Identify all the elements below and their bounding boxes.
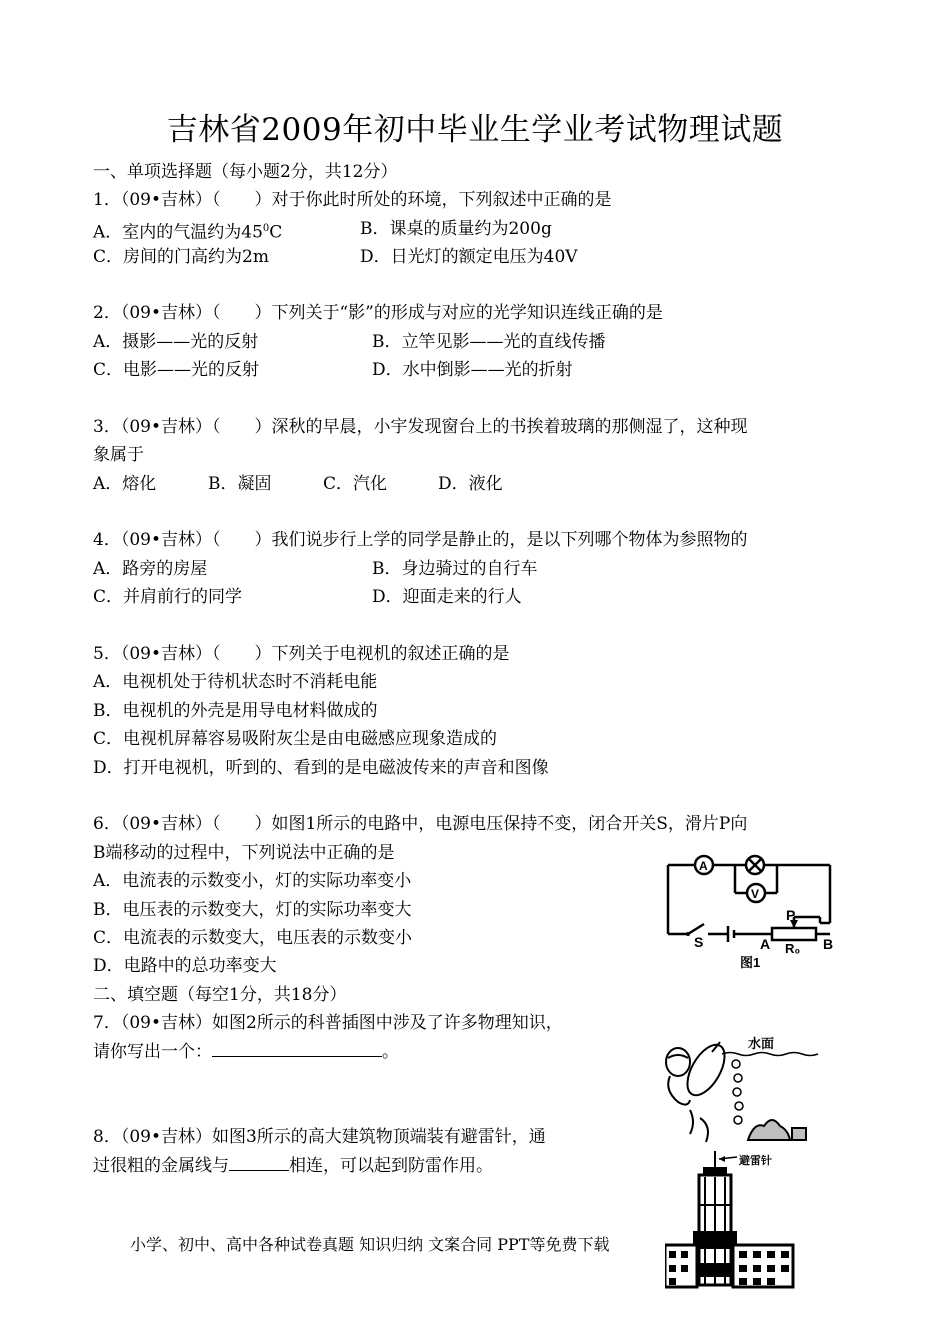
q1-option-b: B．课桌的质量约为200g xyxy=(360,219,552,239)
q3-option-b: B．凝固 xyxy=(208,474,272,494)
q8-stem-line1: 8．（09•吉林）如图3所示的高大建筑物顶端装有避雷针，通 xyxy=(93,1127,546,1147)
q6-option-c: C．电流表的示数变大，电压表的示数变小 xyxy=(93,928,413,948)
q2-option-c: C．电影——光的反射 xyxy=(93,360,260,380)
q2-option-b: B．立竿见影——光的直线传播 xyxy=(372,332,606,352)
footer-ad: 小学、初中、高中各种试卷真题 知识归纳 文案合同 PPT等免费下载 xyxy=(130,1235,610,1254)
q5-option-c: C．电视机屏幕容易吸附灰尘是由电磁感应现象造成的 xyxy=(93,729,498,749)
section-heading-2: 二、填空题（每空1分，共18分） xyxy=(93,985,347,1005)
q7-stem-line1: 7．（09•吉林）如图2所示的科普插图中涉及了许多物理知识， xyxy=(93,1013,563,1033)
q8-suffix: 相连，可以起到防雷作用。 xyxy=(289,1156,493,1176)
q7-stem-line2 xyxy=(93,1041,399,1063)
q1-stem: 1．（09•吉林）（ ）对于你此时所处的环境，下列叙述中正确的是 xyxy=(93,190,612,210)
q7-suffix: 。 xyxy=(382,1042,399,1062)
figure-3-building xyxy=(665,1145,865,1290)
q2-option-d: D．水中倒影——光的折射 xyxy=(372,360,573,380)
q4-option-b: B．身边骑过的自行车 xyxy=(372,559,538,579)
q8-stem-line2 xyxy=(93,1155,493,1177)
q7-answer-blank[interactable] xyxy=(212,1041,382,1057)
q3-option-d: D．液化 xyxy=(438,474,503,494)
q6-option-d: D．电路中的总功率变大 xyxy=(93,956,277,976)
bubbles xyxy=(732,1060,743,1124)
q5-stem: 5．（09•吉林）（ ）下列关于电视机的叙述正确的是 xyxy=(93,644,510,664)
q4-stem: 4．（09•吉林）（ ）我们说步行上学的同学是静止的，是以下列哪个物体为参照物的 xyxy=(93,530,748,550)
page-title: 吉林省2009年初中毕业生学业考试物理试题 xyxy=(166,112,784,148)
fig1-end-a-label: A xyxy=(760,936,771,952)
fig1-resistor-label: R₀ xyxy=(785,941,801,956)
q1-option-a-unit: C xyxy=(269,222,283,243)
q5-option-a: A．电视机处于待机状态时不消耗电能 xyxy=(93,672,378,692)
fig1-switch-label: S xyxy=(694,934,704,950)
q6-option-b: B．电压表的示数变大，灯的实际功率变大 xyxy=(93,900,412,920)
fig1-slider-label: P xyxy=(786,907,796,923)
q1-option-a-sup: 0 xyxy=(262,223,270,234)
q2-stem: 2．（09•吉林）（ ）下列关于“影”的形成与对应的光学知识连线正确的是 xyxy=(93,303,663,323)
fig1-end-b-label: B xyxy=(823,936,834,952)
q7-prefix: 请你写出一个： xyxy=(93,1042,212,1062)
figure-2-diver xyxy=(660,1030,826,1148)
q8-answer-blank[interactable] xyxy=(229,1155,289,1171)
q1-option-c: C．房间的门高约为2m xyxy=(93,247,269,267)
q3-option-a: A．熔化 xyxy=(93,474,157,494)
q1-option-d: D．日光灯的额定电压为40V xyxy=(360,247,578,267)
q5-option-b: B．电视机的外壳是用导电材料做成的 xyxy=(93,701,378,721)
fig1-voltmeter-label: V xyxy=(751,887,760,901)
q4-option-c: C．并肩前行的同学 xyxy=(93,587,243,607)
q3-option-c: C．汽化 xyxy=(323,474,388,494)
q4-option-d: D．迎面走来的行人 xyxy=(372,587,522,607)
q6-option-a: A．电流表的示数变小，灯的实际功率变小 xyxy=(93,871,412,891)
section-heading-1: 一、单项选择题（每小题2分，共12分） xyxy=(93,162,398,182)
q4-option-a: A．路旁的房屋 xyxy=(93,559,208,579)
q3-stem-line2: 象属于 xyxy=(93,445,144,465)
fig1-caption: 图1 xyxy=(740,955,761,970)
q5-option-d: D．打开电视机，听到的、看到的是电磁波传来的声音和图像 xyxy=(93,758,549,778)
fig1-ammeter-label: A xyxy=(699,859,708,873)
q6-stem-line1: 6．（09•吉林）（ ）如图1所示的电路中，电源电压保持不变，闭合开关S，滑片P向 xyxy=(93,814,748,834)
q3-stem-line1: 3．（09•吉林）（ ）深秋的早晨，小宇发现窗台上的书挨着玻璃的那侧湿了，这种现 xyxy=(93,417,748,437)
fig2-water-label: 水面 xyxy=(748,1037,775,1052)
q6-stem-line2: B端移动的过程中，下列说法中正确的是 xyxy=(93,843,395,863)
q8-prefix: 过很粗的金属线与 xyxy=(93,1156,229,1176)
q1-option-a xyxy=(93,218,282,244)
fig3-rod-label: 避雷针 xyxy=(739,1154,772,1167)
figure-1-circuit xyxy=(660,850,840,972)
q2-option-a: A．摄影——光的反射 xyxy=(93,332,259,352)
q1-option-a-text: A．室内的气温约为45 xyxy=(93,222,263,243)
